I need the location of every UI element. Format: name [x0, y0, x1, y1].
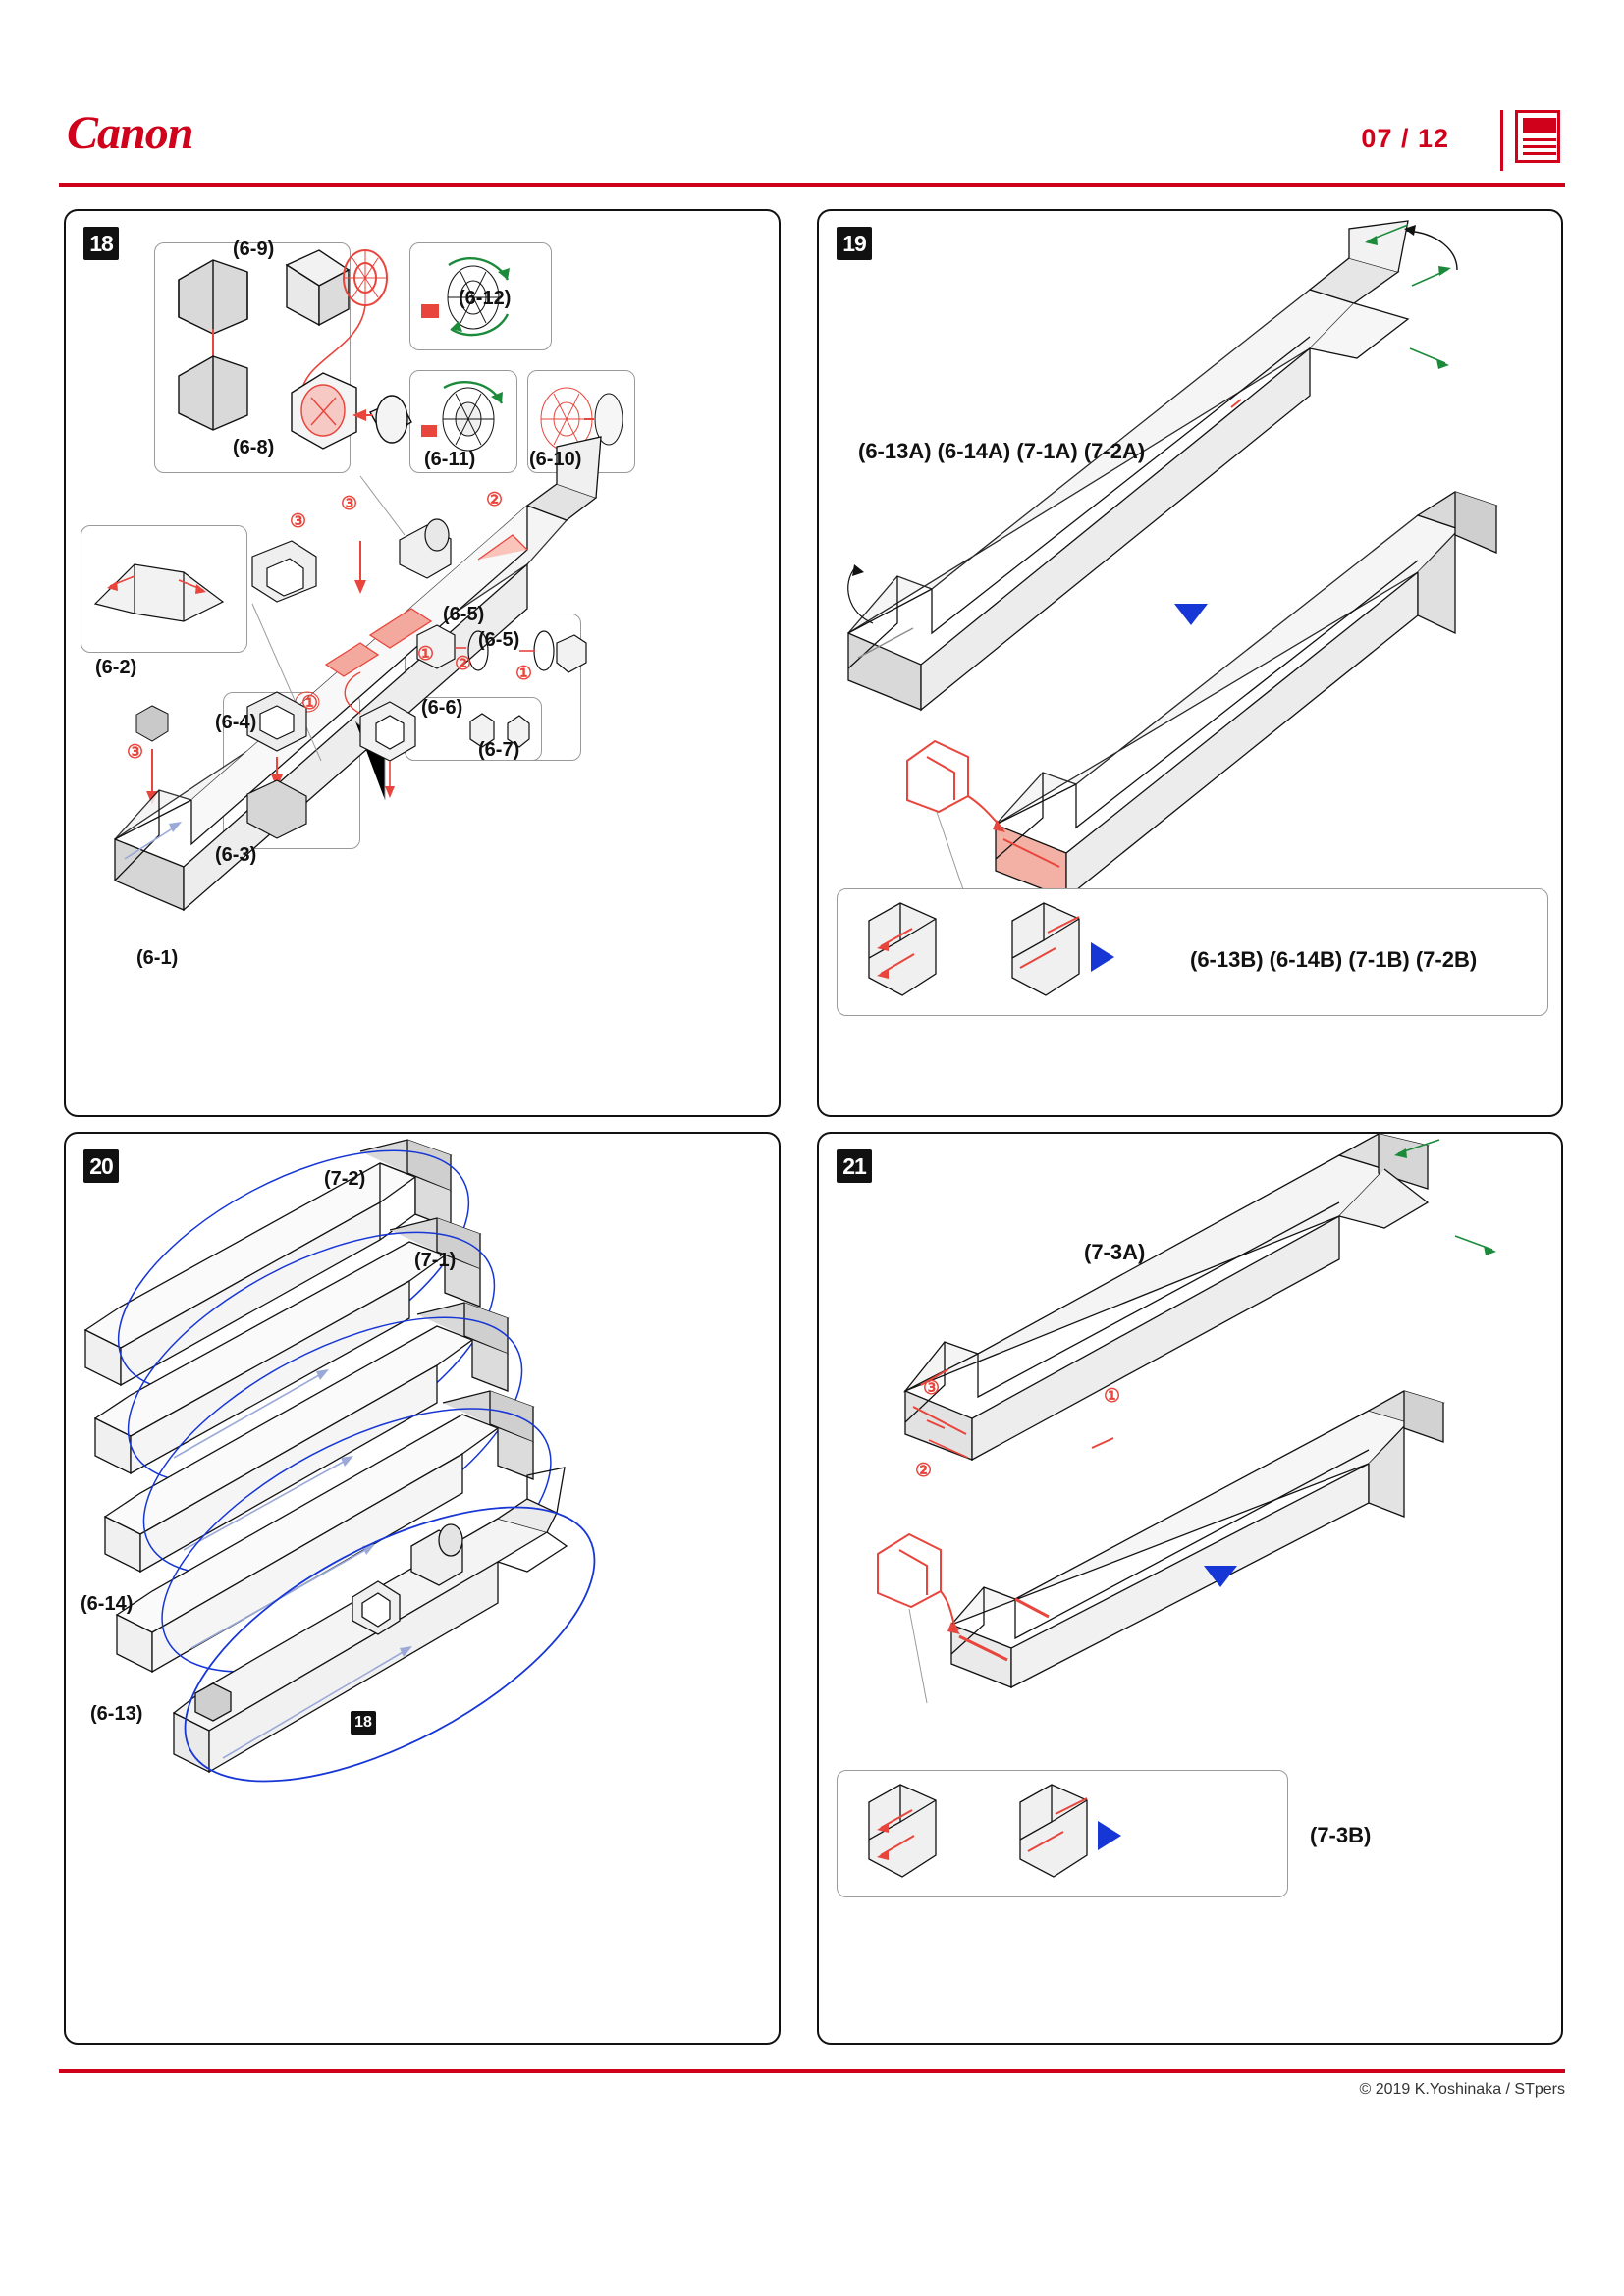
part-label-6-13: (6-13)	[90, 1703, 143, 1725]
panel-21-artwork	[819, 1134, 1563, 2045]
callout-2-6-5: ②	[455, 654, 472, 674]
footer-divider	[59, 2069, 1565, 2073]
assembly-right-arrow	[1098, 1821, 1121, 1850]
part-label-6-11: (6-11)	[424, 449, 476, 470]
step-panel-18	[64, 209, 781, 1117]
part-label-6-10: (6-10)	[529, 449, 582, 470]
assembly-down-arrow	[1204, 1566, 1237, 1587]
callout-2-body: ②	[486, 490, 504, 510]
canon-logo: Canon	[67, 107, 193, 159]
copyright-text: © 2019 K.Yoshinaka / STpers	[1359, 2081, 1565, 2098]
step-panel-21	[817, 1132, 1563, 2045]
detail-7-3b-artwork	[838, 1771, 1289, 1898]
part-label-6-9: (6-9)	[233, 239, 275, 260]
step-number-badge: 21	[837, 1149, 872, 1183]
header-divider	[59, 183, 1565, 187]
part-label-6-6: (6-6)	[421, 697, 463, 719]
callout-1-6-5-right: ①	[515, 664, 533, 684]
part-label-6-5-a: (6-5)	[443, 604, 485, 625]
assembly-right-arrow	[1091, 942, 1114, 972]
part-label-6-12: (6-12)	[459, 288, 512, 309]
callout-3-tube: ③	[923, 1378, 941, 1399]
part-label-7-3b: (7-3B)	[1310, 1823, 1372, 1847]
callout-1-6-5-left: ①	[417, 644, 435, 665]
part-label-6-1: (6-1)	[136, 947, 179, 969]
step-number-badge: 20	[83, 1149, 119, 1183]
page-header	[59, 106, 1565, 175]
part-label-7-3a: (7-3A)	[1084, 1240, 1146, 1264]
step-number-badge: 19	[837, 227, 872, 260]
callout-3-left: ③	[127, 742, 144, 763]
part-label-7-2: (7-2)	[324, 1168, 366, 1190]
step-reference-badge-18: 18	[351, 1711, 376, 1735]
callout-2-tube: ②	[915, 1461, 933, 1481]
part-label-group-a: (6-13A) (6-14A) (7-1A) (7-2A)	[858, 439, 1146, 463]
part-label-6-3: (6-3)	[215, 844, 257, 866]
part-label-6-14: (6-14)	[81, 1593, 134, 1615]
step-number-badge: 18	[83, 227, 119, 260]
page-number: 07 / 12	[1361, 124, 1449, 153]
callout-3-mid: ③	[290, 511, 307, 532]
callout-1-body: ①	[301, 693, 319, 714]
part-label-group-b: (6-13B) (6-14B) (7-1B) (7-2B)	[1190, 947, 1478, 972]
document-icon	[1500, 110, 1565, 171]
part-label-7-1: (7-1)	[414, 1250, 457, 1271]
part-label-6-7: (6-7)	[478, 739, 520, 761]
step-panel-19	[817, 209, 1563, 1117]
assembly-down-arrow	[1174, 604, 1208, 625]
detail-box-7-3b	[837, 1770, 1288, 1897]
step-panel-20	[64, 1132, 781, 2045]
callout-3-top: ③	[341, 494, 358, 514]
part-label-6-8: (6-8)	[233, 437, 275, 458]
part-label-6-4: (6-4)	[215, 712, 257, 733]
part-label-6-2: (6-2)	[95, 657, 137, 678]
part-label-6-5-b: (6-5)	[478, 629, 520, 651]
callout-1-tube: ①	[1104, 1386, 1121, 1407]
